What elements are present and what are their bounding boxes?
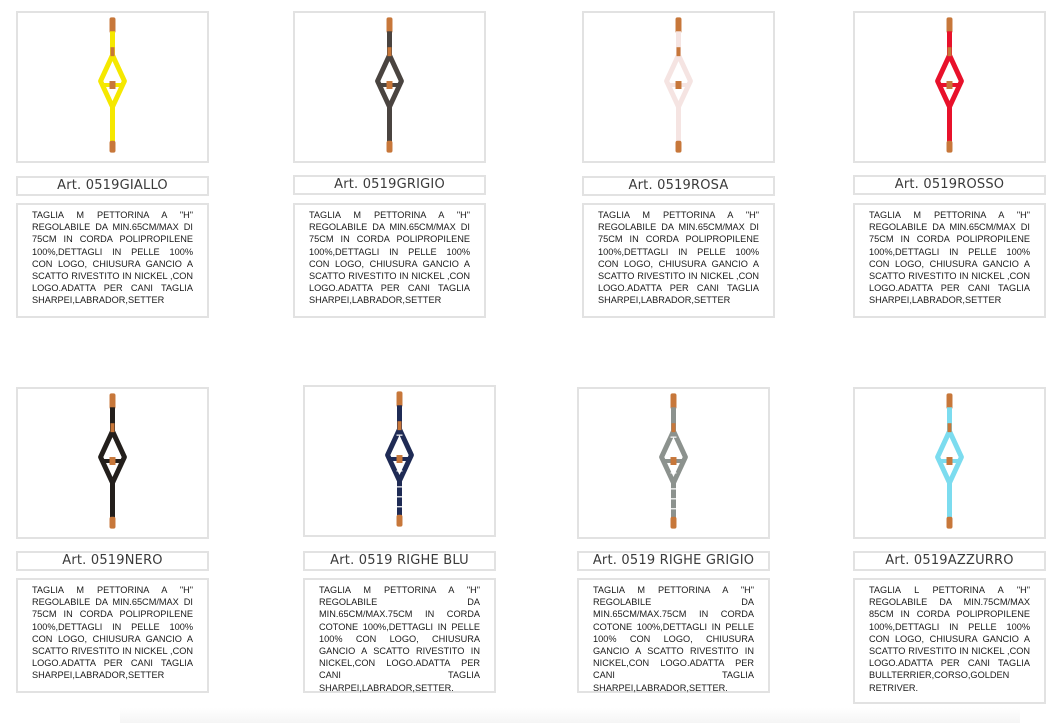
product-description-azzurro: TAGLIA L PETTORINA A "H" REGOLABILE DA MIN.75CM/MAX 85CM IN CORDA POLIPROPILENE 100%,DETTAGLI IN PELLE 100% CON LOGO, CHIUSURA GANCIO A SCATTO RIVESTITO IN NICKEL ,CON LOGO.ADATTA PER CANI TAGLIA BULLTERRIER,CORSO,GOLDEN RETRIVER. — [853, 578, 1046, 704]
product-description-righe-blu: TAGLIA M PETTORINA A "H" REGOLABILE DA MIN.65CM/MAX.75CM IN CORDA COTONE 100%,DETTAGLI IN PELLE 100% CON LOGO, CHIUSURA GANCIO A SCATTO RIVESTITO IN NICKEL,CON LOGO.ADATTA PER CANI TAGLIA SHARPEI,LABRADOR,SETTER. — [303, 578, 496, 693]
product-title-rosa[interactable]: Art. 0519ROSA — [582, 176, 775, 196]
harness-drawing — [101, 393, 125, 528]
product-description-grigio: TAGLIA M PETTORINA A "H" REGOLABILE DA MIN.65CM/MAX DI 75CM IN CORDA POLIPROPILENE 100%,DETTAGLI IN PELLE 100% CON LOGO, CHIUSURA GANCIO A SCATTO RIVESTITO IN NICKEL ,CON LOGO.ADATTA PER CANI TAGLIA SHARPEI,LABRADOR,SETTER — [293, 203, 486, 318]
harness-drawing — [388, 391, 412, 526]
harness-rosa-image — [584, 13, 773, 161]
product-description-giallo: TAGLIA M PETTORINA A "H" REGOLABILE DA MIN.65CM/MAX DI 75CM IN CORDA POLIPROPILENE 100%,DETTAGLI IN PELLE 100% CON LOGO, CHIUSURA GANCIO A SCATTO RIVESTITO IN NICKEL ,CON LOGO.ADATTA PER CANI TAGLIA SHARPEI,LABRADOR,SETTER — [16, 203, 209, 318]
product-title-azzurro[interactable]: Art. 0519AZZURRO — [853, 551, 1046, 571]
product-image-nero[interactable] — [16, 387, 209, 539]
harness-grigio-image — [295, 13, 484, 161]
product-title-grigio[interactable]: Art. 0519GRIGIO — [293, 175, 486, 195]
product-description-rosa: TAGLIA M PETTORINA A "H" REGOLABILE DA MIN.65CM/MAX DI 75CM IN CORDA POLIPROPILENE 100%,DETTAGLI IN PELLE 100% CON LOGO, CHIUSURA GANCIO A SCATTO RIVESTITO IN NICKEL ,CON LOGO.ADATTA PER CANI TAGLIA SHARPEI,LABRADOR,SETTER — [582, 203, 775, 318]
harness-righe-blu-image — [305, 387, 494, 535]
harness-drawing — [667, 17, 691, 152]
product-title-righe-blu[interactable]: Art. 0519 RIGHE BLU — [303, 551, 496, 571]
product-image-righe-grigio[interactable] — [577, 387, 770, 539]
product-title-giallo[interactable]: Art. 0519GIALLO — [16, 176, 209, 196]
product-image-righe-blu[interactable] — [303, 385, 496, 537]
harness-drawing — [662, 393, 686, 528]
harness-drawing — [101, 17, 125, 152]
product-image-rosso[interactable] — [853, 11, 1046, 163]
product-image-azzurro[interactable] — [853, 387, 1046, 539]
harness-drawing — [938, 17, 962, 152]
product-title-righe-grigio[interactable]: Art. 0519 RIGHE GRIGIO — [577, 551, 770, 571]
harness-giallo-image — [18, 13, 207, 161]
product-image-grigio[interactable] — [293, 11, 486, 163]
harness-nero-image — [18, 389, 207, 537]
harness-rosso-image — [855, 13, 1044, 161]
product-image-giallo[interactable] — [16, 11, 209, 163]
product-description-righe-grigio: TAGLIA M PETTORINA A "H" REGOLABILE DA MIN.65CM/MAX.75CM IN CORDA COTONE 100%,DETTAGLI IN PELLE 100% CON LOGO, CHIUSURA GANCIO A SCATTO RIVESTITO IN NICKEL,CON LOGO.ADATTA PER CANI TAGLIA SHARPEI,LABRADOR,SETTER. — [577, 578, 770, 693]
product-title-nero[interactable]: Art. 0519NERO — [16, 551, 209, 571]
harness-righe-grigio-image — [579, 389, 768, 537]
harness-drawing — [938, 393, 962, 528]
product-description-nero: TAGLIA M PETTORINA A "H" REGOLABILE DA MIN.65CM/MAX DI 75CM IN CORDA POLIPROPILENE 100%,DETTAGLI IN PELLE 100% CON LOGO, CHIUSURA GANCIO A SCATTO RIVESTITO IN NICKEL ,CON LOGO.ADATTA PER CANI TAGLIA SHARPEI,LABRADOR,SETTER — [16, 578, 209, 693]
product-title-rosso[interactable]: Art. 0519ROSSO — [853, 175, 1046, 195]
harness-azzurro-image — [855, 389, 1044, 537]
harness-drawing — [378, 17, 402, 152]
product-description-rosso: TAGLIA M PETTORINA A "H" REGOLABILE DA MIN.65CM/MAX DI 75CM IN CORDA POLIPROPILENE 100%,DETTAGLI IN PELLE 100% CON LOGO, CHIUSURA GANCIO A SCATTO RIVESTITO IN NICKEL ,CON LOGO.ADATTA PER CANI TAGLIA SHARPEI,LABRADOR,SETTER — [853, 203, 1046, 318]
product-image-rosa[interactable] — [582, 11, 775, 163]
page-bottom-shadow — [120, 708, 1020, 723]
